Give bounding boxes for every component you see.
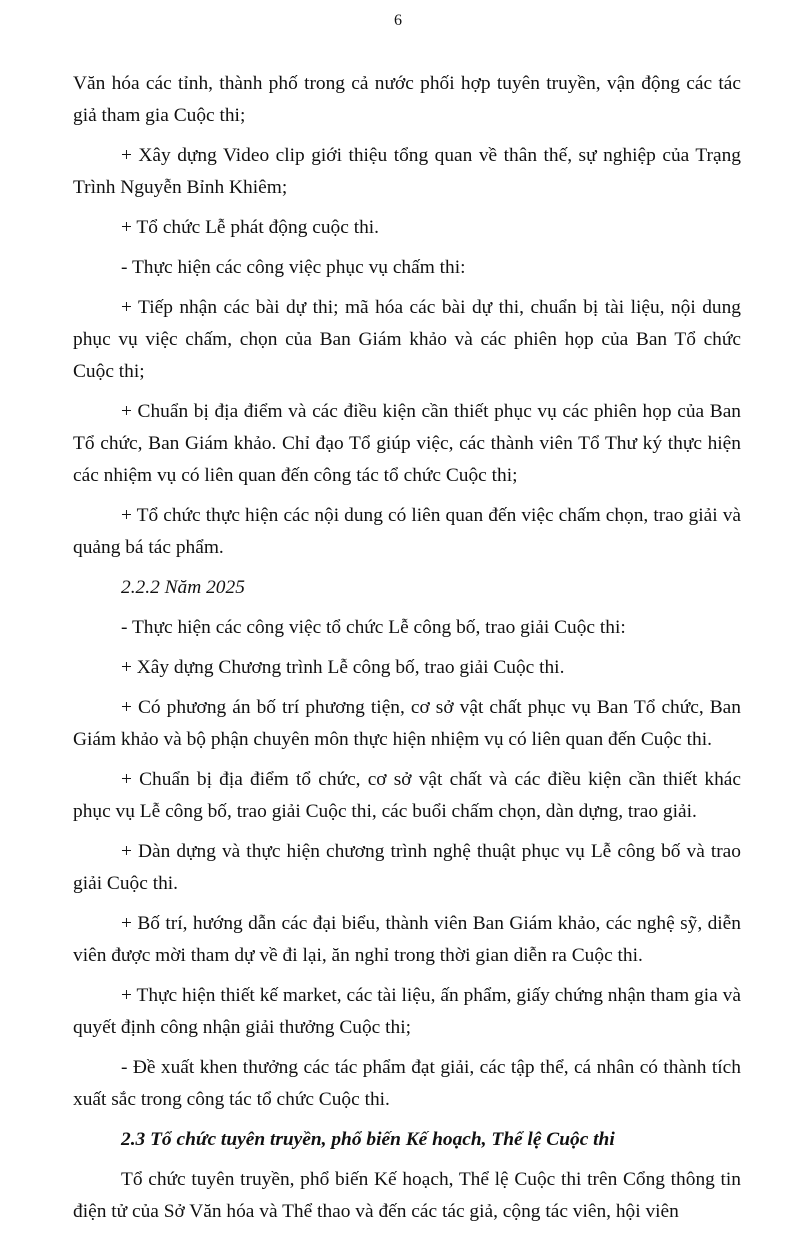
paragraph-design-materials: + Thực hiện thiết kế market, các tài liệu, ấn phẩm, giấy chứng nhận tham gia và quyết định công nhận giải thưởng Cuộc thi; — [73, 985, 741, 1038]
paragraph-prepare-venue: + Chuẩn bị địa điểm và các điều kiện cần thiết phục vụ các phiên họp của Ban Tổ chức, Ban Giám khảo. Chỉ đạo Tổ giúp việc, các thành viên Tổ Thư ký thực hiện các nhiệm vụ có liên quan đến công tác tổ chức Cuộc thi; — [73, 401, 741, 486]
paragraph-receive-entries: + Tiếp nhận các bài dự thi; mã hóa các bài dự thi, chuẩn bị tài liệu, nội dung phục vụ việc chấm, chọn của Ban Giám khảo và các phiên họp của Ban Tổ chức Cuộc thi; — [73, 297, 741, 382]
paragraph-organize-judging: + Tổ chức thực hiện các nội dung có liên quan đến việc chấm chọn, trao giải và quảng bá tác phẩm. — [73, 505, 741, 558]
paragraph-guests-guidance: + Bố trí, hướng dẫn các đại biểu, thành viên Ban Giám khảo, các nghệ sỹ, diễn viên được mời tham dự về đi lại, ăn nghỉ trong thời gian diễn ra Cuộc thi. — [73, 913, 741, 966]
paragraph-propaganda: Tổ chức tuyên truyền, phổ biến Kế hoạch, Thể lệ Cuộc thi trên Cổng thông tin điện tử của Sở Văn hóa và Thể thao và đến các tác giả, cộng tác viên, hội viên — [73, 1169, 741, 1222]
section-heading-2-2-2: 2.2.2 Năm 2025 — [121, 577, 245, 598]
paragraph-video-clip: + Xây dựng Video clip giới thiệu tổng quan về thân thế, sự nghiệp của Trạng Trình Nguyễn Bỉnh Khiêm; — [73, 145, 741, 198]
paragraph-launch-ceremony: + Tổ chức Lễ phát động cuộc thi. — [121, 217, 380, 238]
paragraph-award-ceremony-tasks: - Thực hiện các công việc tổ chức Lễ công bố, trao giải Cuộc thi: — [121, 617, 626, 638]
document-body — [73, 68, 741, 1236]
paragraph-continuation: Văn hóa các tỉnh, thành phố trong cả nước phối hợp tuyên truyền, vận động các tác giả tham gia Cuộc thi; — [73, 73, 741, 126]
paragraph-prepare-location: + Chuẩn bị địa điểm tổ chức, cơ sở vật chất và các điều kiện cần thiết khác phục vụ Lễ công bố, trao giải Cuộc thi, các buổi chấm chọn, dàn dựng, trao giải. — [73, 769, 741, 822]
page-number: 6 — [394, 12, 402, 29]
section-heading-2-3: 2.3 Tổ chức tuyên truyền, phổ biến Kế hoạch, Thể lệ Cuộc thi — [121, 1129, 615, 1150]
paragraph-logistics: + Có phương án bố trí phương tiện, cơ sở vật chất phục vụ Ban Tổ chức, Ban Giám khảo và bộ phận chuyên môn thực hiện nhiệm vụ có liên quan đến Cuộc thi. — [73, 697, 741, 750]
paragraph-judging-tasks: - Thực hiện các công việc phục vụ chấm thi: — [121, 257, 466, 278]
paragraph-commendation: - Đề xuất khen thưởng các tác phẩm đạt giải, các tập thể, cá nhân có thành tích xuất sắc trong công tác tổ chức Cuộc thi. — [73, 1057, 741, 1110]
paragraph-ceremony-program: + Xây dựng Chương trình Lễ công bố, trao giải Cuộc thi. — [121, 657, 565, 678]
paragraph-art-program: + Dàn dựng và thực hiện chương trình nghệ thuật phục vụ Lễ công bố và trao giải Cuộc thi. — [73, 841, 741, 894]
